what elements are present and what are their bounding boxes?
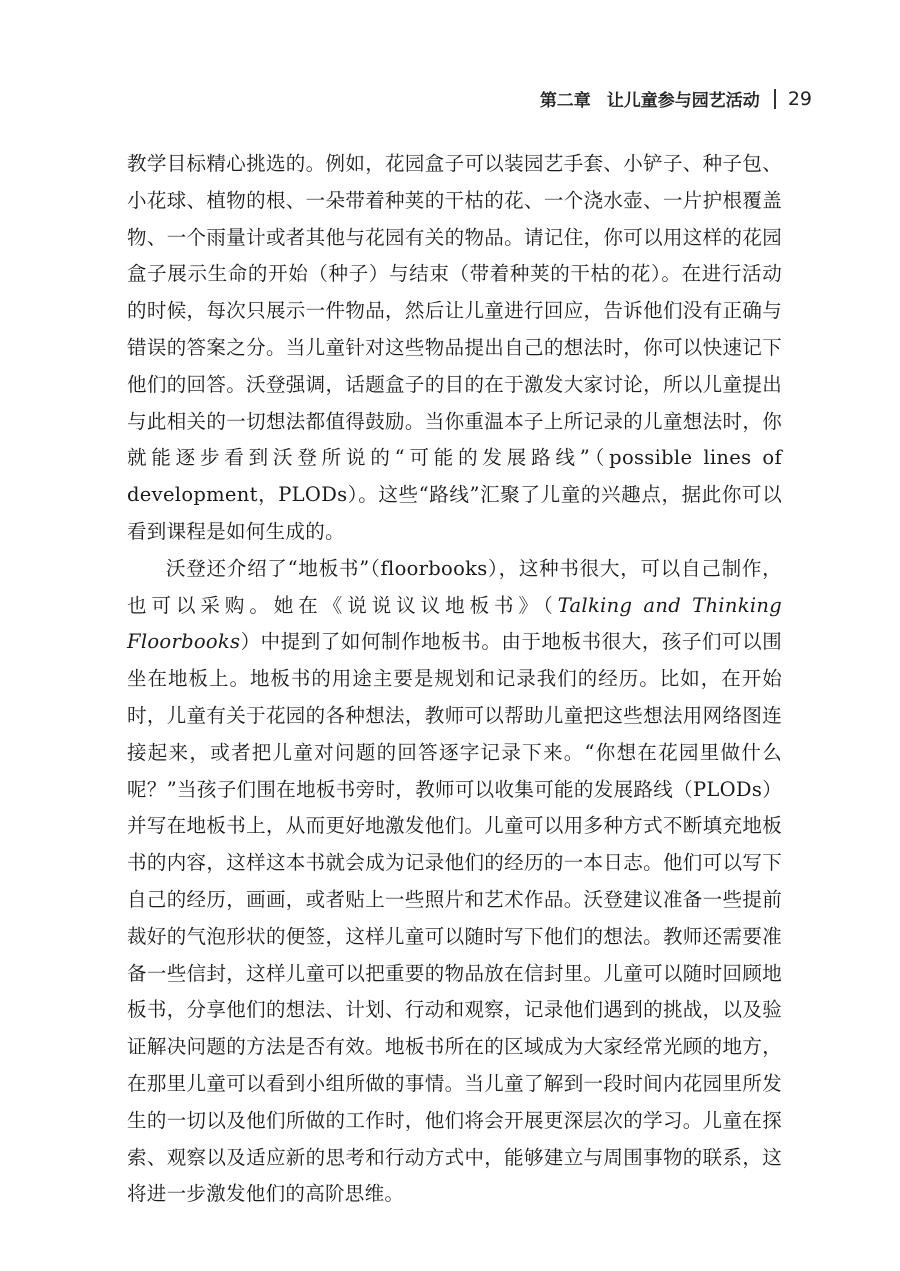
- book-title: Talking and Thinking Floorbooks: [127, 593, 782, 654]
- paragraph-2-part-2: ）中提到了如何制作地板书。由于地板书很大，孩子们可以围坐在地板上。地板书的用途主要是规划和记录我们的经历。比如，在开始时，儿童有关于花园的各种想法，教师可以帮助儿童把这些想法用网络图连接起来，或者把儿童对问题的回答逐字记录下来。“你想在花园里做什么呢？”当孩子们围在地板书旁时，教师可以收集可能的发展路线（PLODs）并写在地板书上，从而更好地激发他们。儿童可以用多种方式不断填充地板书的内容，这样这本书就会成为记录他们的经历的一本日志。他们可以写下自己的经历，画画，或者贴上一些照片和艺术作品。沃登建议准备一些提前裁好的气泡形状的便签，这样儿童可以随时写下他们的想法。教师还需要准备一些信封，这样儿童可以把重要的物品放在信封里。儿童可以随时回顾地板书，分享他们的想法、计划、行动和观察，记录他们遇到的挑战，以及验证解决问题的方法是否有效。地板书所在的区域成为大家经常光顾的地方，在那里儿童可以看到小组所做的事情。当儿童了解到一段时间内花园里所发生的一切以及他们所做的工作时，他们将会开展更深层次的学习。儿童在探索、观察以及适应新的思考和行动方式中，能够建立与周围事物的联系，这将进一步激发他们的高阶思维。: [127, 630, 782, 1206]
- chapter-label: 第二章: [539, 91, 591, 111]
- paragraph-2: [127, 551, 782, 1213]
- page-number: 29: [787, 87, 812, 110]
- running-header: [540, 86, 812, 111]
- header-divider: [774, 89, 776, 109]
- body-text: [127, 146, 782, 1213]
- paragraph-2-part-1: 沃登还介绍了“地板书”（floorbooks），这种书很大，可以自己制作，也可以采购。她在《说说议议地板书》（: [127, 556, 782, 617]
- chapter-title: 让儿童参与园艺活动: [606, 91, 760, 111]
- paragraph-1: 教学目标精心挑选的。例如，花园盒子可以装园艺手套、小铲子、种子包、小花球、植物的根、一朵带着种荚的干枯的花、一个浇水壶、一片护根覆盖物、一个雨量计或者其他与花园有关的物品。请记住，你可以用这样的花园盒子展示生命的开始（种子）与结束（带着种荚的干枯的花）。在进行活动的时候，每次只展示一件物品，然后让儿童进行回应，告诉他们没有正确与错误的答案之分。当儿童针对这些物品提出自己的想法时，你可以快速记下他们的回答。沃登强调，话题盒子的目的在于激发大家讨论，所以儿童提出与此相关的一切想法都值得鼓励。当你重温本子上所记录的儿童想法时，你就能逐步看到沃登所说的“可能的发展路线”（possible lines of development，PLODs）。这些“路线”汇聚了儿童的兴趣点，据此你可以看到课程是如何生成的。: [127, 152, 782, 543]
